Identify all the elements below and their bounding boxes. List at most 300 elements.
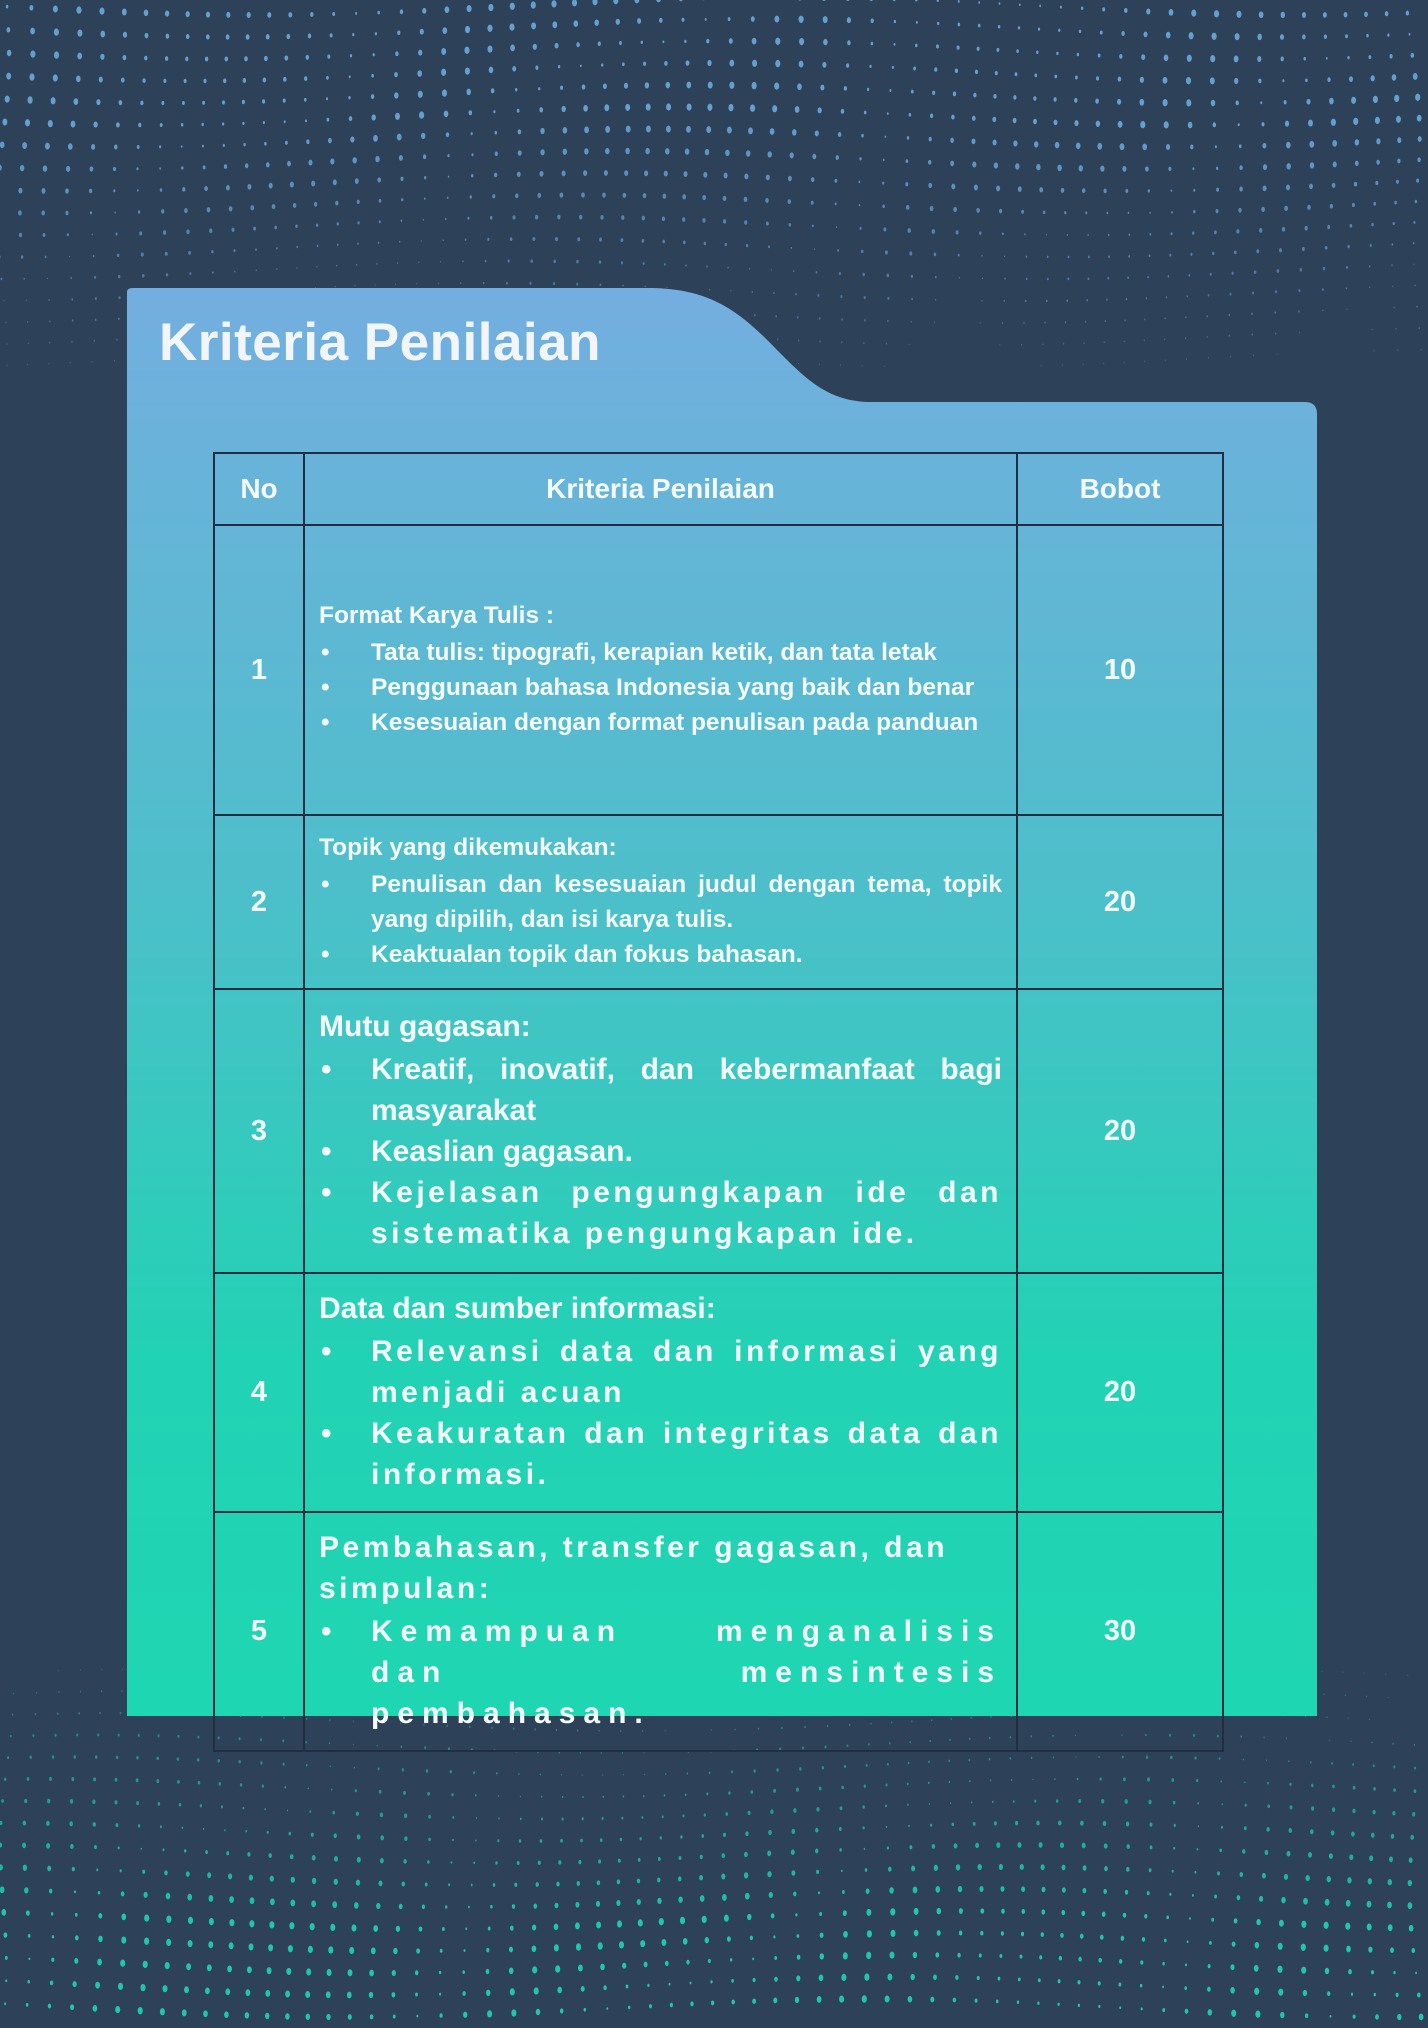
background-dot	[510, 45, 515, 52]
background-dot	[509, 1947, 513, 1953]
background-dot	[728, 17, 731, 21]
background-dot	[227, 1965, 232, 1972]
background-dot	[71, 121, 76, 128]
background-dot	[1219, 1848, 1222, 1852]
background-dot	[556, 1882, 559, 1887]
background-dot	[1286, 184, 1290, 190]
criteria-bullets	[319, 1331, 1002, 1495]
criteria-table	[213, 452, 1224, 1752]
background-dot	[1279, 1920, 1284, 1927]
background-dot	[992, 117, 996, 122]
background-dot	[404, 1836, 407, 1841]
background-dot	[822, 62, 826, 68]
background-dot	[815, 130, 819, 136]
background-dot	[723, 219, 726, 224]
background-dot	[99, 7, 104, 14]
background-dot	[1095, 98, 1099, 103]
background-dot	[1031, 1757, 1033, 1759]
background-dot	[20, 165, 24, 171]
background-dot	[617, 1920, 622, 1927]
background-dot	[866, 1952, 871, 1959]
background-dot	[1036, 51, 1038, 55]
background-dot	[509, 23, 514, 30]
background-dot	[1078, 1957, 1081, 1962]
background-dot	[1373, 1810, 1376, 1815]
background-dot	[114, 211, 115, 213]
background-dot	[1140, 1960, 1143, 1964]
background-dot	[1303, 57, 1305, 61]
background-dot	[1393, 1788, 1396, 1792]
background-dot	[1087, 234, 1088, 236]
background-dot	[394, 72, 398, 77]
background-dot	[1409, 1925, 1414, 1932]
background-dot	[99, 77, 103, 83]
background-dot	[978, 1, 980, 4]
background-dot	[1081, 1911, 1085, 1916]
background-dot	[950, 1802, 951, 1804]
background-dot	[577, 237, 580, 241]
background-dot	[1018, 186, 1022, 192]
background-dot	[1146, 8, 1150, 14]
background-dot	[1414, 285, 1415, 287]
background-dot	[793, 1808, 796, 1813]
background-dot	[1352, 1763, 1354, 1766]
background-dot	[1235, 33, 1240, 40]
background-dot	[267, 12, 271, 18]
background-dot	[788, 176, 792, 182]
background-dot	[951, 184, 955, 190]
background-dot	[28, 1957, 30, 1960]
header-no: No	[214, 453, 304, 525]
background-dot	[847, 17, 851, 23]
background-dot	[707, 104, 712, 111]
background-dot	[887, 274, 890, 278]
background-dot	[1026, 256, 1028, 258]
background-dot	[1301, 1921, 1306, 1928]
background-dot	[1236, 229, 1239, 233]
background-dot	[835, 179, 838, 183]
background-dot	[51, 97, 56, 104]
background-dot	[418, 262, 419, 263]
background-dot	[1282, 227, 1285, 232]
background-dot	[54, 51, 59, 58]
criteria-card	[127, 288, 1317, 1730]
background-dot	[706, 39, 709, 44]
background-dot	[23, 278, 24, 280]
background-dot	[599, 260, 601, 263]
background-dot	[598, 1859, 601, 1863]
background-dot	[305, 119, 307, 122]
background-dot	[998, 1977, 1001, 1981]
background-dot	[1237, 1895, 1241, 1900]
background-dot	[816, 271, 818, 274]
background-dot	[464, 1949, 466, 1952]
background-dot	[67, 233, 69, 236]
background-dot	[560, 86, 563, 90]
background-dot	[70, 1844, 74, 1849]
background-dot	[862, 273, 865, 277]
background-dot	[1192, 167, 1194, 170]
background-dot	[1076, 142, 1081, 149]
bullet-item: • Kreatif, inovatif, dan kebermanfaat bagi masyarakat	[319, 1049, 1002, 1131]
background-dot	[438, 283, 439, 284]
background-dot	[637, 1879, 640, 1884]
background-dot	[498, 1795, 499, 1797]
background-dot	[209, 229, 212, 234]
background-dot	[65, 188, 69, 193]
background-dot	[71, 298, 73, 301]
background-dot	[999, 2, 1001, 5]
background-dot	[1394, 201, 1397, 205]
background-dot	[791, 1829, 795, 1834]
background-dot	[934, 67, 937, 71]
background-dot	[421, 240, 422, 242]
background-dot	[1257, 56, 1261, 62]
background-dot	[1280, 2012, 1284, 2018]
background-dot	[537, 193, 541, 198]
background-dot	[22, 1843, 26, 1849]
background-dot	[1195, 1871, 1197, 1874]
background-dot	[584, 2008, 587, 2012]
background-dot	[162, 1848, 164, 1851]
background-dot	[662, 40, 664, 43]
background-dot	[402, 1882, 405, 1887]
background-dot	[247, 1852, 250, 1857]
background-dot	[934, 253, 937, 257]
background-dot	[977, 1976, 980, 1980]
background-dot	[1322, 288, 1324, 291]
background-dot	[685, 148, 689, 154]
background-dot	[555, 237, 558, 241]
background-dot	[577, 1881, 580, 1886]
background-dot	[395, 113, 400, 120]
background-dot	[1080, 1934, 1084, 1939]
background-dot	[1281, 1897, 1286, 1904]
background-dot	[1387, 34, 1389, 37]
background-dot	[656, 0, 661, 2]
background-dot	[70, 362, 71, 363]
background-dot	[447, 197, 449, 199]
background-dot	[1321, 1671, 1322, 1672]
background-dot	[246, 34, 250, 40]
background-dot	[1036, 1821, 1039, 1826]
background-dot	[859, 157, 861, 160]
bullet-item: • Kesesuaian dengan format penulisan pada panduan	[319, 705, 1002, 740]
background-dot	[644, 1774, 645, 1776]
background-dot	[1166, 144, 1170, 150]
background-dot	[1039, 187, 1043, 192]
background-dot	[1323, 12, 1327, 18]
background-dot	[1417, 157, 1420, 162]
background-dot	[643, 262, 645, 265]
background-dot	[1345, 1694, 1346, 1696]
background-dot	[799, 16, 804, 23]
background-dot	[680, 1917, 685, 1924]
background-dot	[1033, 96, 1036, 100]
background-dot	[51, 1912, 53, 1915]
background-dot	[207, 1964, 212, 1971]
background-dot	[536, 1882, 539, 1887]
background-dot	[1353, 1786, 1356, 1790]
background-dot	[242, 100, 245, 104]
background-dot	[187, 1894, 192, 1901]
background-dot	[117, 254, 120, 258]
background-dot	[166, 273, 168, 276]
background-dot	[1100, 30, 1103, 34]
background-dot	[1193, 189, 1195, 192]
background-dot	[684, 40, 686, 43]
background-dot	[392, 1992, 396, 1997]
background-dot	[795, 1913, 797, 1916]
background-dot	[536, 2009, 541, 2015]
background-dot	[120, 1712, 122, 1715]
background-dot	[994, 1821, 997, 1825]
background-dot	[1125, 1799, 1128, 1804]
background-dot	[118, 1983, 123, 1990]
background-dot	[731, 1770, 733, 1773]
background-dot	[332, 1901, 337, 1908]
background-dot	[1263, 1736, 1264, 1738]
background-dot	[1263, 185, 1267, 191]
background-dot	[264, 56, 268, 61]
background-dot	[606, 2007, 608, 2010]
background-dot	[242, 122, 244, 125]
background-dot	[532, 237, 535, 241]
background-dot	[72, 1867, 75, 1871]
background-dot	[748, 127, 753, 134]
background-dot	[1170, 1756, 1173, 1760]
background-dot	[290, 1854, 294, 1859]
background-dot	[1104, 1866, 1108, 1871]
background-dot	[791, 1870, 795, 1876]
background-dot	[744, 1872, 748, 1878]
background-dot	[47, 1866, 51, 1872]
background-dot	[1041, 1932, 1044, 1937]
background-dot	[75, 1913, 78, 1917]
background-dot	[1307, 99, 1311, 105]
background-dot	[538, 1861, 541, 1865]
background-dot	[1370, 244, 1372, 247]
background-dot	[1047, 256, 1049, 259]
background-dot	[1415, 1972, 1417, 1975]
background-dot	[861, 134, 864, 138]
background-dot	[452, 1839, 454, 1841]
background-dot	[375, 156, 379, 162]
background-dot	[419, 1926, 423, 1931]
background-dot	[532, 1966, 537, 1973]
background-dot	[308, 1787, 309, 1789]
background-dot	[1119, 54, 1122, 59]
background-dot	[936, 44, 939, 48]
background-dot	[1238, 208, 1241, 213]
background-dot	[958, 0, 960, 3]
background-dot	[418, 50, 422, 56]
background-dot	[468, 1906, 470, 1909]
background-dot	[348, 96, 350, 99]
background-dot	[1349, 76, 1353, 82]
background-dot	[49, 1777, 52, 1781]
background-dot	[121, 1914, 126, 1921]
background-dot	[560, 192, 564, 197]
background-dot	[892, 0, 895, 1]
background-dot	[1171, 211, 1173, 214]
background-dot	[45, 143, 50, 150]
background-dot	[623, 1795, 625, 1797]
background-dot	[270, 1898, 275, 1905]
background-dot	[47, 1799, 50, 1804]
background-dot	[1058, 29, 1060, 32]
background-dot	[1254, 1988, 1259, 1995]
background-dot	[908, 1996, 913, 2003]
background-dot	[1148, 1800, 1151, 1804]
background-dot	[683, 171, 687, 177]
background-dot	[98, 1891, 101, 1895]
background-dot	[1209, 1941, 1212, 1945]
background-dot	[730, 1958, 732, 1961]
background-dot	[911, 1865, 915, 1871]
background-dot	[1102, 7, 1105, 11]
background-dot	[7, 50, 12, 56]
background-dot	[115, 2006, 120, 2013]
background-dot	[1331, 1830, 1335, 1835]
background-dot	[448, 176, 450, 178]
background-dot	[160, 123, 163, 127]
background-dot	[729, 60, 734, 67]
background-dot	[0, 1843, 2, 1848]
background-dot	[223, 144, 225, 147]
background-dot	[78, 1712, 80, 1715]
background-dot	[80, 1691, 81, 1693]
background-dot	[774, 82, 779, 89]
background-dot	[465, 67, 470, 74]
background-dot	[1289, 1828, 1293, 1833]
background-dot	[666, 103, 671, 110]
background-dot	[416, 1948, 420, 1953]
background-dot	[7, 1756, 9, 1759]
background-dot	[156, 1757, 159, 1761]
background-dot	[596, 1901, 600, 1907]
background-dot	[819, 1787, 822, 1791]
background-dot	[1168, 167, 1171, 171]
background-dot	[1282, 79, 1284, 82]
background-dot	[752, 1958, 754, 1961]
background-dot	[1184, 1986, 1187, 1990]
background-dot	[100, 54, 104, 60]
background-dot	[399, 1904, 403, 1910]
background-dot	[466, 89, 471, 96]
background-dot	[999, 1864, 1003, 1870]
background-dot	[628, 2006, 631, 2010]
background-dot	[229, 206, 233, 211]
background-dot	[143, 1892, 147, 1898]
background-dot	[245, 1830, 247, 1832]
background-dot	[245, 163, 248, 168]
background-dot	[419, 111, 424, 118]
background-dot	[328, 138, 332, 143]
background-dot	[1374, 1993, 1376, 1996]
background-dot	[645, 286, 646, 288]
background-dot	[1324, 1922, 1329, 1929]
background-dot	[1290, 1805, 1293, 1809]
background-dot	[625, 148, 629, 154]
background-dot	[959, 277, 960, 279]
background-dot	[185, 57, 188, 62]
background-dot	[75, 1935, 79, 1940]
background-dot	[1345, 1923, 1350, 1930]
background-dot	[66, 166, 70, 172]
background-dot	[1118, 77, 1122, 82]
background-dot	[1281, 57, 1284, 62]
background-dot	[637, 1899, 641, 1905]
background-dot	[27, 1980, 29, 1984]
background-dot	[823, 16, 828, 23]
background-dot	[1234, 1918, 1238, 1923]
background-dot	[1058, 1821, 1061, 1826]
background-dot	[1351, 1993, 1353, 1996]
background-dot	[752, 1999, 756, 2004]
bullet-item: • Penggunaan bahasa Indonesia yang baik dan benar	[319, 670, 1002, 705]
background-dot	[644, 1752, 645, 1753]
background-dot	[211, 250, 213, 253]
background-dot	[1196, 1779, 1198, 1782]
background-dot	[557, 215, 560, 220]
background-dot	[1210, 273, 1212, 276]
background-dot	[971, 1801, 972, 1803]
background-dot	[576, 42, 580, 47]
background-dot	[751, 16, 755, 22]
background-dot	[839, 1848, 842, 1852]
background-dot	[770, 128, 775, 135]
background-dot	[639, 1837, 641, 1840]
background-dot	[1103, 1889, 1107, 1894]
background-dot	[1367, 1901, 1372, 1908]
background-dot	[1323, 267, 1325, 270]
background-dot	[1185, 1963, 1187, 1966]
background-dot	[224, 164, 227, 169]
background-dot	[295, 225, 298, 229]
background-dot	[935, 1886, 940, 1893]
background-dot	[115, 1800, 118, 1804]
background-dot	[311, 1900, 316, 1907]
background-dot	[441, 69, 446, 76]
background-dot	[1326, 1716, 1327, 1718]
bullet-item: • Kemampuan menganalisis dan mensintesis pembahasan.	[319, 1611, 1002, 1734]
background-dot	[869, 0, 873, 1]
background-dot	[97, 1959, 102, 1966]
background-dot	[58, 1691, 59, 1693]
background-dot	[26, 2003, 29, 2007]
background-dot	[314, 202, 317, 207]
background-dot	[597, 1880, 600, 1885]
background-dot	[451, 1793, 453, 1796]
background-dot	[136, 1801, 139, 1805]
background-dot	[1164, 121, 1169, 128]
background-dot	[334, 1833, 337, 1838]
background-dot	[442, 1927, 445, 1931]
background-dot	[914, 1930, 919, 1937]
background-dot	[1238, 123, 1240, 126]
background-dot	[580, 64, 582, 67]
background-dot	[1077, 1778, 1079, 1781]
background-dot	[1286, 142, 1291, 149]
background-dot	[306, 2014, 310, 2020]
background-dot	[1397, 2014, 1401, 2020]
background-dot	[492, 194, 495, 198]
background-dot	[973, 1822, 976, 1826]
background-dot	[372, 114, 376, 120]
background-dot	[377, 11, 380, 15]
background-dot	[744, 220, 747, 224]
